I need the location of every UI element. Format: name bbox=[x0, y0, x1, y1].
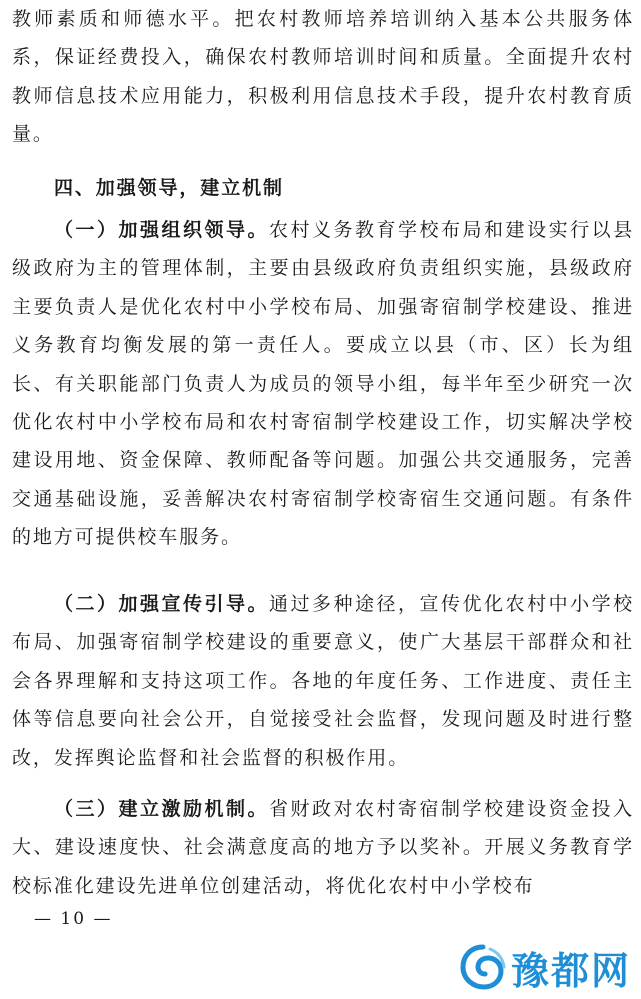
paragraph-lead: （一）加强组织领导。 bbox=[54, 219, 270, 241]
paragraph-lead: （三）建立激励机制。 bbox=[54, 798, 270, 820]
paragraph-continuation bbox=[12, 0, 634, 154]
paragraph-text: 教师素质和师德水平。把农村教师培养培训纳入基本公共服务体系，保证经费投入，确保农村教师培训时间和质量。全面提升农村教师信息技术应用能力，积极利用信息技术手段，提升农村教育质量。 bbox=[12, 8, 634, 146]
page-number: — 10 — bbox=[34, 909, 113, 929]
paragraph-incentive bbox=[12, 790, 634, 905]
paragraph-text: 省财政对农村寄宿制学校建设资金投入大、建设速度快、社会满意度高的地方予以奖补。开展义务教育学校标准化建设先进单位创建活动，将优化农村中小学校布 bbox=[12, 798, 634, 897]
paragraph-lead: （二）加强宣传引导。 bbox=[54, 593, 270, 615]
paragraph-publicity bbox=[12, 585, 634, 777]
section-heading: 四、加强领导，建立机制 bbox=[54, 177, 284, 199]
site-watermark bbox=[457, 939, 631, 995]
paragraph-organization bbox=[12, 211, 634, 557]
paragraph-text: 通过多种途径，宣传优化农村中小学校布局、加强寄宿制学校建设的重要意义，使广大基层干部群众和社会各界理解和支持这项工作。各地的年度任务、工作进度、责任主体等信息要向社会公开，自觉接受社会监督，发现问题及时进行整改，发挥舆论监督和社会监督的积极作用。 bbox=[12, 593, 634, 769]
swirl-logo-icon bbox=[457, 941, 509, 993]
section-heading-block bbox=[12, 169, 634, 207]
paragraph-text: 农村义务教育学校布局和建设实行以县级政府为主的管理体制，主要由县级政府负责组织实施，县级政府主要负责人是优化农村中小学校布局、加强寄宿制学校建设、推进义务教育均衡发展的第一责任人。要成立以县（市、区）长为组长、有关职能部门负责人为成员的领导小组，每半年至少研究一次优化农村中小学校布局和农村寄宿制学校建设工作，切实解决学校建设用地、资金保障、教师配备等问题。加强公共交通服务，完善交通基础设施，妥善解决农村寄宿制学校寄宿生交通问题。有条件的地方可提供校车服务。 bbox=[12, 219, 634, 549]
watermark-text: 豫都网 bbox=[510, 948, 631, 993]
